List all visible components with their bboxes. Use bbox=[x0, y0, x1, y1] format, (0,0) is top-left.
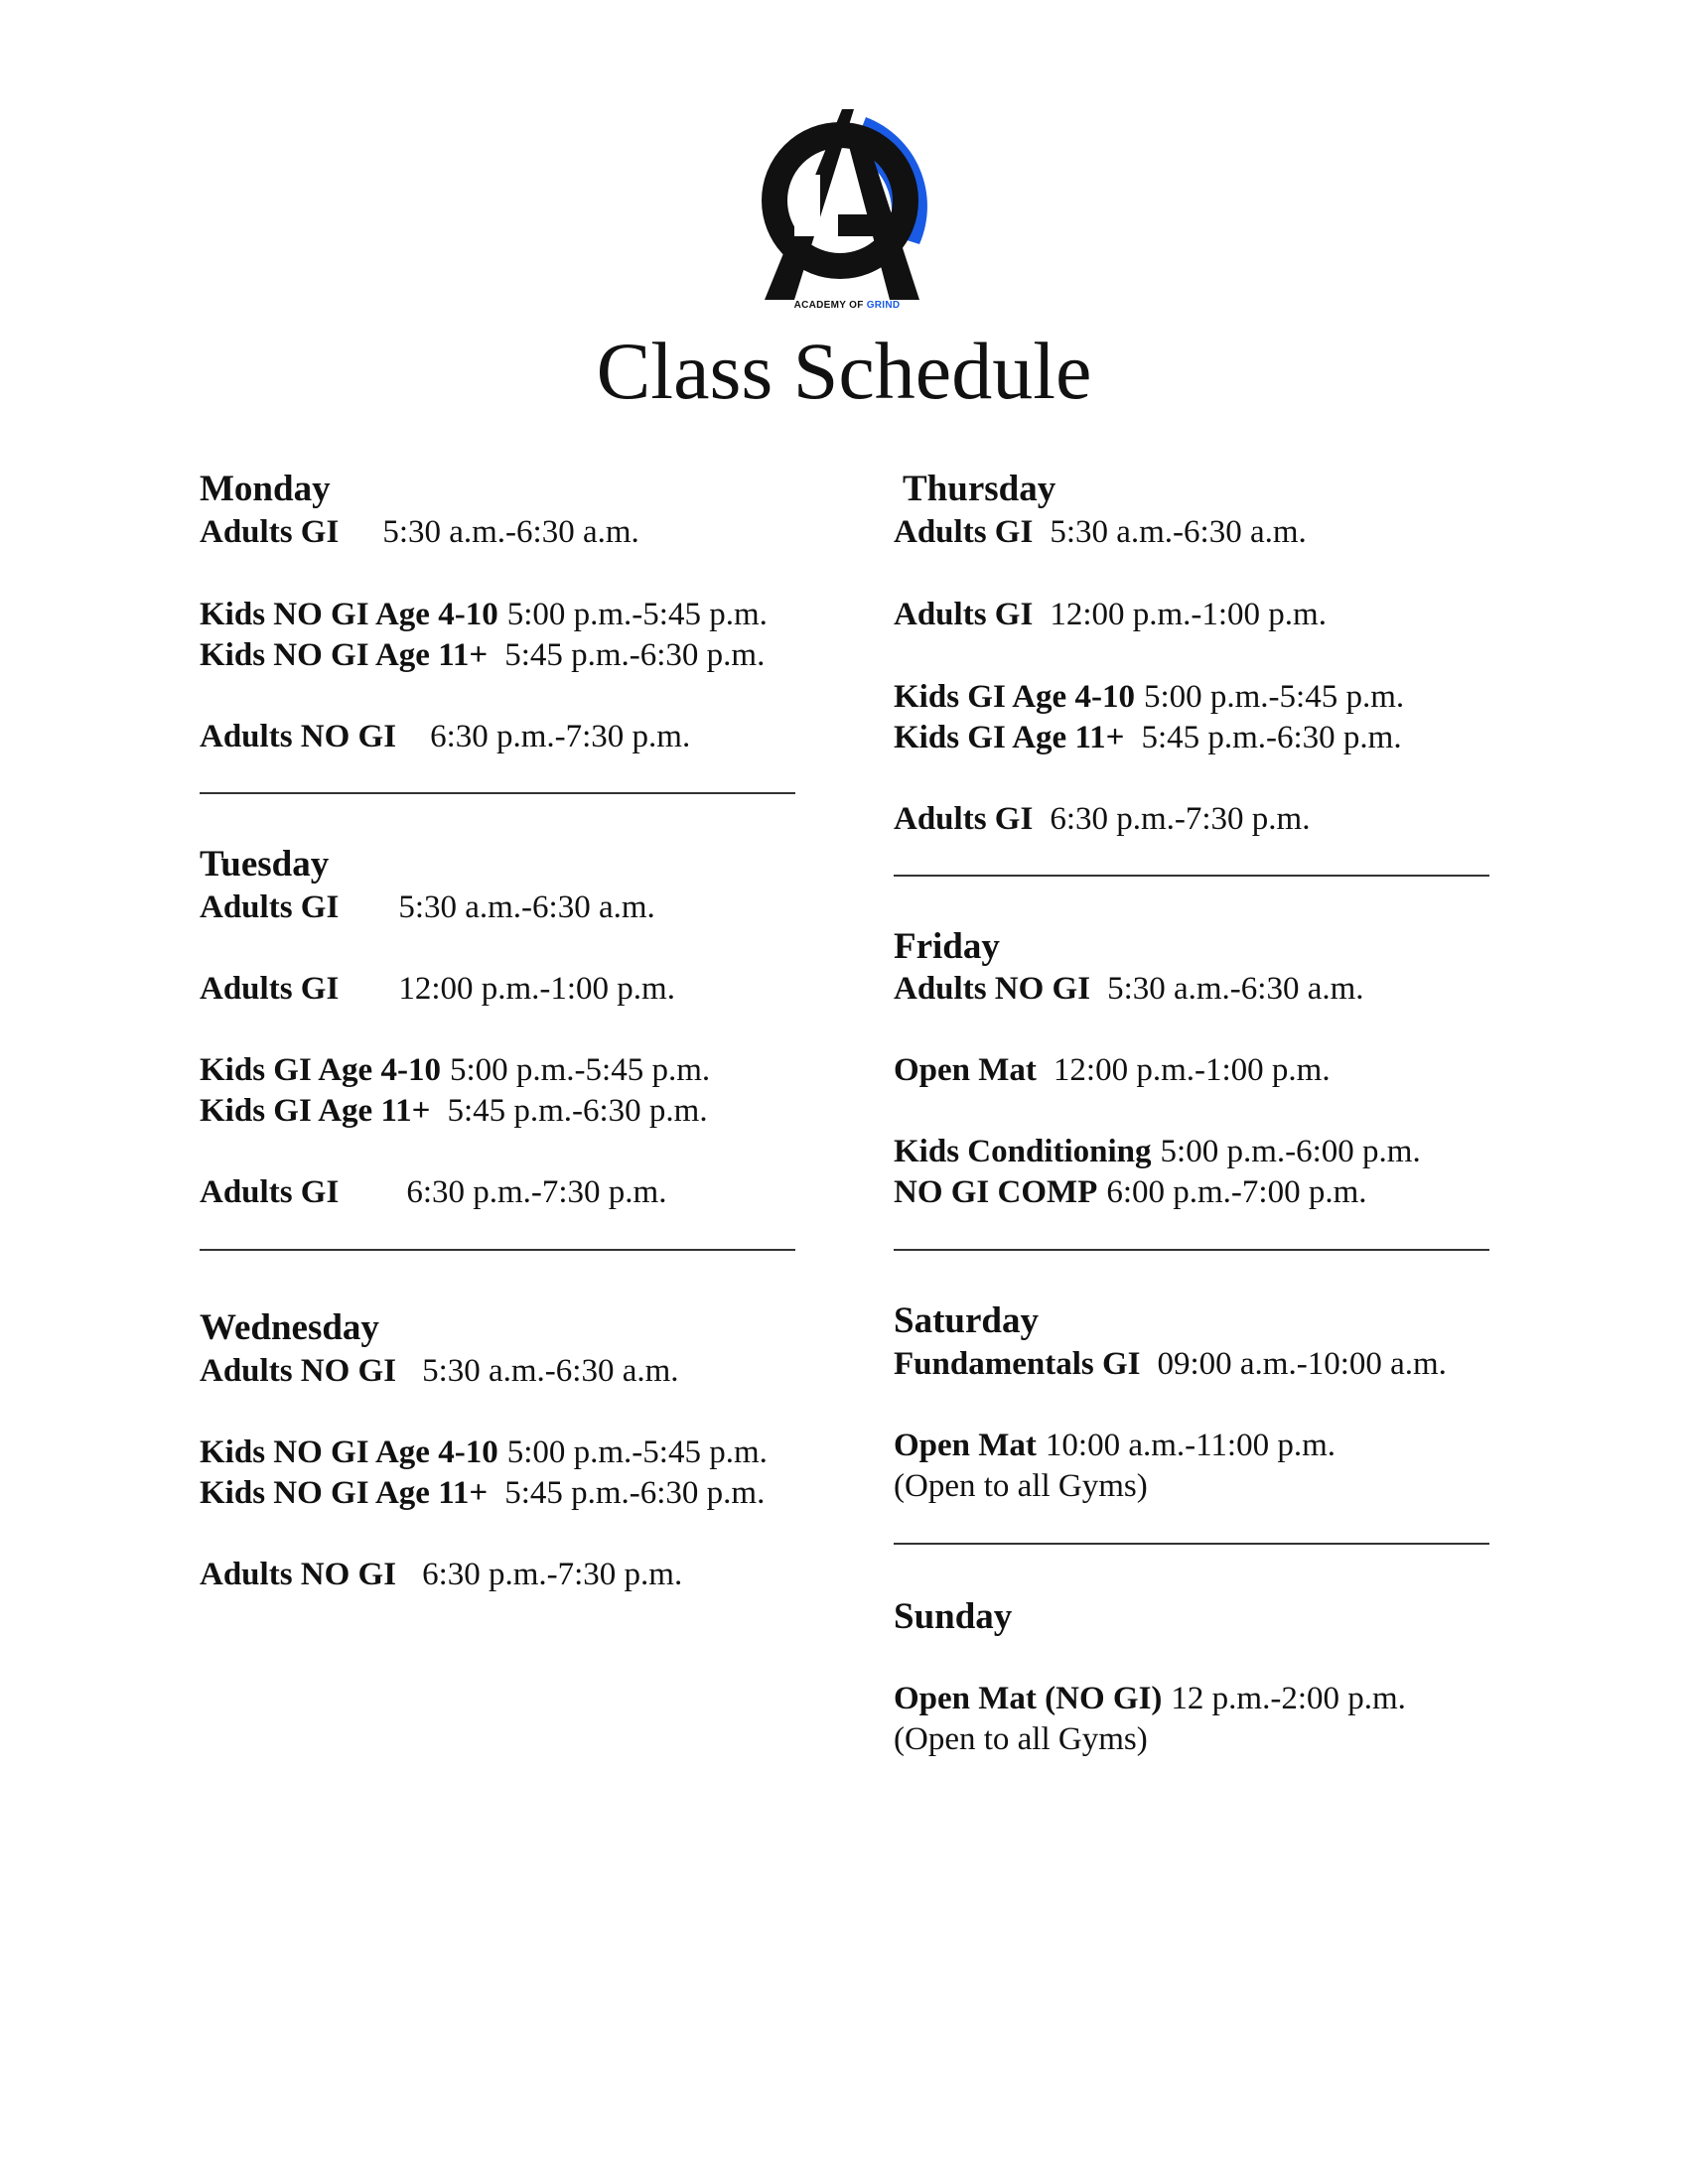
class-time: 5:00 p.m.-5:45 p.m. bbox=[1143, 679, 1405, 715]
schedule-entry bbox=[894, 595, 1327, 635]
schedule-entry bbox=[200, 717, 690, 757]
section-divider bbox=[200, 1249, 795, 1251]
schedule-entry bbox=[894, 1344, 1447, 1385]
day-heading-tuesday: Tuesday bbox=[200, 844, 330, 885]
class-label: Kids GI Age 11+ bbox=[200, 1093, 431, 1129]
class-label: Adults GI bbox=[894, 801, 1034, 837]
schedule-entry bbox=[200, 512, 639, 553]
schedule-entry bbox=[894, 677, 1404, 718]
class-time: 5:30 a.m.-6:30 a.m. bbox=[1107, 971, 1364, 1007]
schedule-entry bbox=[894, 718, 1402, 758]
class-label: Open Mat bbox=[894, 1428, 1037, 1463]
class-label: Kids NO GI Age 4-10 bbox=[200, 1434, 498, 1470]
class-label: Adults GI bbox=[200, 971, 340, 1007]
class-label: Kids GI Age 4-10 bbox=[200, 1052, 441, 1088]
class-label: Adults NO GI bbox=[200, 1557, 397, 1592]
academy-of-grind-logo bbox=[743, 105, 951, 316]
schedule-entry bbox=[200, 1433, 768, 1473]
class-time: 5:00 p.m.-5:45 p.m. bbox=[449, 1052, 711, 1088]
class-time: 6:30 p.m.-7:30 p.m. bbox=[430, 719, 691, 754]
section-divider bbox=[894, 1249, 1489, 1251]
class-time: 5:45 p.m.-6:30 p.m. bbox=[1141, 720, 1402, 755]
day-heading-monday: Monday bbox=[200, 469, 331, 509]
day-heading-wednesday: Wednesday bbox=[200, 1307, 379, 1348]
schedule-entry bbox=[200, 1555, 682, 1595]
schedule-entry bbox=[894, 1679, 1406, 1719]
class-time: 12:00 p.m.-1:00 p.m. bbox=[398, 971, 675, 1007]
class-time: 12:00 p.m.-1:00 p.m. bbox=[1050, 597, 1327, 632]
class-label: Open Mat bbox=[894, 1052, 1037, 1088]
schedule-entry bbox=[200, 1473, 765, 1514]
class-label: Adults GI bbox=[894, 597, 1034, 632]
class-note: (Open to all Gyms) bbox=[894, 1721, 1148, 1757]
schedule-entry bbox=[200, 1050, 710, 1091]
class-label: Adults NO GI bbox=[200, 719, 397, 754]
section-divider bbox=[894, 875, 1489, 877]
schedule-entry bbox=[894, 1050, 1331, 1091]
logo-caption-grind: GRIND bbox=[866, 300, 901, 311]
class-time: 5:30 a.m.-6:30 a.m. bbox=[398, 889, 655, 925]
class-time: 10:00 a.m.-11:00 p.m. bbox=[1045, 1428, 1336, 1463]
class-time: 6:30 p.m.-7:30 p.m. bbox=[422, 1557, 683, 1592]
schedule-entry bbox=[894, 1172, 1367, 1213]
logo-caption bbox=[743, 300, 951, 311]
class-time: 5:00 p.m.-5:45 p.m. bbox=[506, 1434, 768, 1470]
class-label: Kids NO GI Age 4-10 bbox=[200, 597, 498, 632]
schedule-entry bbox=[200, 595, 768, 635]
day-heading-saturday: Saturday bbox=[894, 1300, 1039, 1341]
schedule-entry bbox=[894, 1426, 1336, 1466]
section-divider bbox=[894, 1543, 1489, 1545]
class-time: 5:45 p.m.-6:30 p.m. bbox=[504, 1475, 766, 1511]
day-heading-thursday: Thursday bbox=[903, 469, 1056, 509]
schedule-entry bbox=[200, 1172, 666, 1213]
class-time: 6:00 p.m.-7:00 p.m. bbox=[1106, 1174, 1367, 1210]
class-label: Adults GI bbox=[200, 514, 340, 550]
page-title: Class Schedule bbox=[596, 326, 1092, 416]
class-label: Adults NO GI bbox=[894, 971, 1091, 1007]
class-note: (Open to all Gyms) bbox=[894, 1468, 1148, 1504]
section-divider bbox=[200, 792, 795, 794]
schedule-entry bbox=[894, 1132, 1421, 1172]
schedule-entry bbox=[200, 969, 675, 1010]
class-time: 5:45 p.m.-6:30 p.m. bbox=[447, 1093, 708, 1129]
class-label: Adults GI bbox=[200, 889, 340, 925]
schedule-entry bbox=[894, 799, 1310, 840]
class-time: 5:00 p.m.-5:45 p.m. bbox=[506, 597, 768, 632]
schedule-entry bbox=[894, 512, 1307, 553]
class-time: 09:00 a.m.-10:00 a.m. bbox=[1157, 1346, 1447, 1382]
schedule-entry bbox=[200, 887, 655, 928]
class-time: 5:45 p.m.-6:30 p.m. bbox=[504, 637, 766, 673]
logo-caption-academy: ACADEMY OF bbox=[793, 300, 864, 311]
day-heading-sunday: Sunday bbox=[894, 1596, 1013, 1637]
class-label: Adults GI bbox=[200, 1174, 340, 1210]
class-label: Adults NO GI bbox=[200, 1353, 397, 1389]
class-time: 5:30 a.m.-6:30 a.m. bbox=[382, 514, 639, 550]
class-time: 5:30 a.m.-6:30 a.m. bbox=[1050, 514, 1307, 550]
class-label: Kids NO GI Age 11+ bbox=[200, 637, 489, 673]
class-label: Fundamentals GI bbox=[894, 1346, 1141, 1382]
logo-mark-icon bbox=[743, 105, 951, 316]
class-label: Kids GI Age 11+ bbox=[894, 720, 1125, 755]
class-time: 5:00 p.m.-6:00 p.m. bbox=[1160, 1134, 1421, 1169]
class-time: 6:30 p.m.-7:30 p.m. bbox=[406, 1174, 667, 1210]
class-label: Kids Conditioning bbox=[894, 1134, 1152, 1169]
class-label: Adults GI bbox=[894, 514, 1034, 550]
schedule-entry bbox=[200, 1351, 679, 1392]
class-time: 5:30 a.m.-6:30 a.m. bbox=[422, 1353, 679, 1389]
class-time: 12 p.m.-2:00 p.m. bbox=[1171, 1681, 1406, 1716]
schedule-entry bbox=[894, 969, 1364, 1010]
class-label: Kids NO GI Age 11+ bbox=[200, 1475, 489, 1511]
schedule-entry bbox=[200, 635, 765, 676]
class-label: Kids GI Age 4-10 bbox=[894, 679, 1135, 715]
class-time: 12:00 p.m.-1:00 p.m. bbox=[1053, 1052, 1331, 1088]
class-label: NO GI COMP bbox=[894, 1174, 1098, 1210]
day-heading-friday: Friday bbox=[894, 926, 1000, 967]
schedule-entry bbox=[200, 1091, 708, 1132]
class-label: Open Mat (NO GI) bbox=[894, 1681, 1163, 1716]
class-time: 6:30 p.m.-7:30 p.m. bbox=[1050, 801, 1311, 837]
